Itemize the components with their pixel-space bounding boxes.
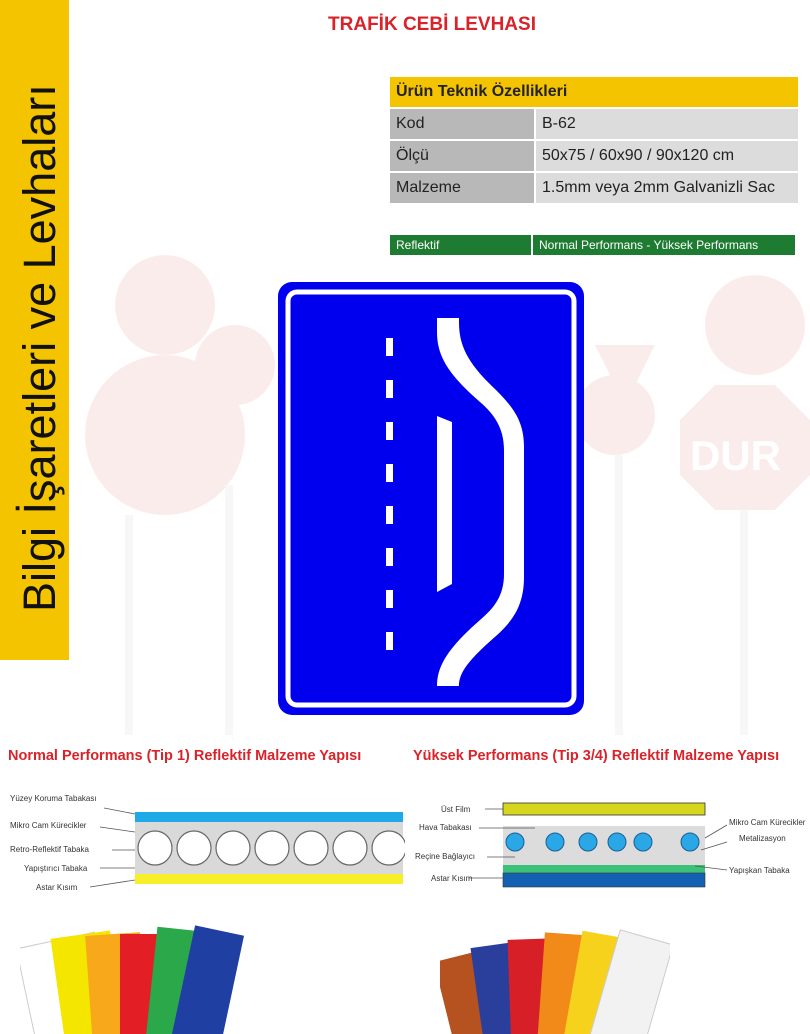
normal-performance-title: Normal Performans (Tip 1) Reflektif Malzeme Yapısı — [8, 748, 362, 764]
reflektif-key: Reflektif — [390, 235, 533, 255]
high-label: Hava Tabakası — [419, 823, 472, 832]
high-performance-title: Yüksek Performans (Tip 3/4) Reflektif Malzeme Yapısı — [413, 748, 780, 764]
sidebar-banner — [0, 0, 69, 660]
spec-row — [390, 172, 798, 204]
spec-header: Ürün Teknik Özellikleri — [390, 77, 798, 108]
spec-value: 1.5mm veya 2mm Galvanizli Sac — [535, 172, 798, 204]
spec-value: B-62 — [535, 108, 798, 140]
normal-performance-diagram — [0, 790, 405, 900]
traffic-pocket-sign — [278, 282, 584, 715]
spec-value: 50x75 / 60x90 / 90x120 cm — [535, 140, 798, 172]
normal-label: Retro-Reflektif Tabaka — [10, 845, 89, 854]
high-label: Mikro Cam Kürecikler — [729, 818, 806, 827]
high-label: Reçine Bağlayıcı — [415, 852, 476, 861]
spec-key: Malzeme — [390, 172, 535, 204]
high-swatches — [440, 910, 670, 1034]
spec-key: Kod — [390, 108, 535, 140]
high-label: Metalizasyon — [739, 834, 786, 843]
high-label: Astar Kısım — [431, 874, 473, 883]
sidebar-title: Bilgi İşaretleri ve Levhaları — [14, 84, 65, 612]
sign-bay-inner-line — [437, 416, 452, 592]
spec-table — [390, 77, 798, 205]
high-label: Üst Film — [441, 805, 471, 814]
spec-key: Ölçü — [390, 140, 535, 172]
normal-label: Yüzey Koruma Tabakası — [10, 794, 97, 803]
high-performance-diagram — [405, 790, 810, 900]
normal-label: Astar Kısım — [36, 883, 78, 892]
high-label: Yapışkan Tabaka — [729, 866, 790, 875]
page-title: TRAFİK CEBİ LEVHASI — [328, 14, 536, 35]
sign-background — [278, 282, 584, 715]
spec-row — [390, 140, 798, 172]
normal-label: Mikro Cam Kürecikler — [10, 821, 87, 830]
reflektif-value: Normal Performans - Yüksek Performans — [533, 235, 795, 255]
background-dur-text: DUR — [690, 432, 781, 479]
normal-label: Yapıştırıcı Tabaka — [24, 864, 88, 873]
reflektif-row — [390, 235, 795, 255]
normal-swatches — [20, 910, 250, 1034]
spec-row — [390, 108, 798, 140]
